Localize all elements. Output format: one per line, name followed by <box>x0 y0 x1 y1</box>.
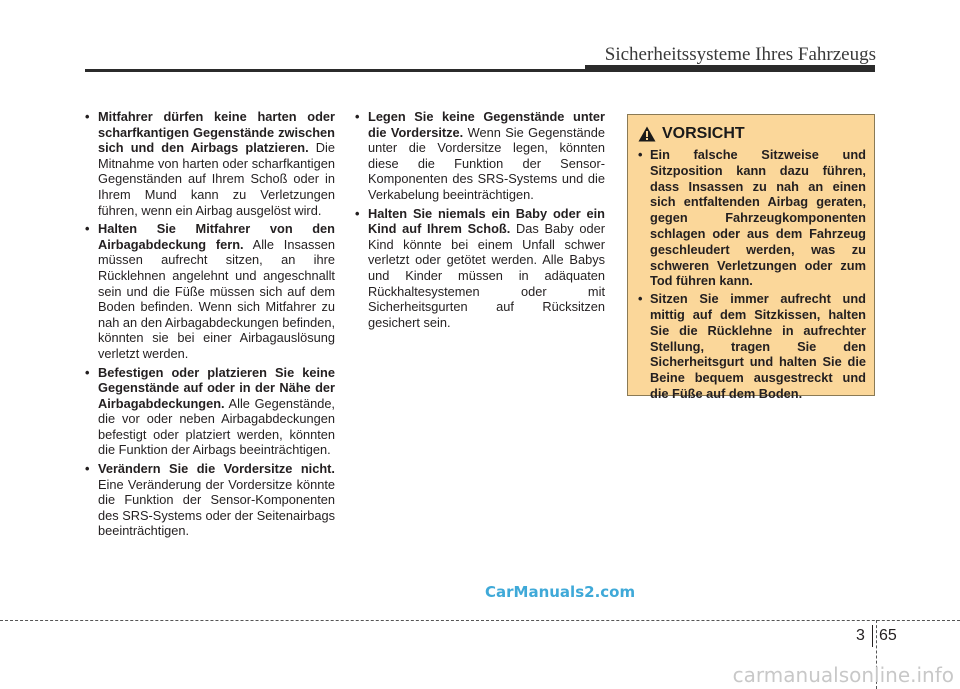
bullet-dot: • <box>355 109 360 124</box>
page-number: 65 <box>879 627 897 644</box>
bullet-dot: • <box>85 109 90 124</box>
watermark-link[interactable]: CarManuals2.com <box>485 583 636 601</box>
bullet-heading: Befestigen oder platzieren Sie keine Gegenstände auf oder in der Nähe der Airbagabdeckungen. <box>98 364 335 411</box>
warning-title: VORSICHT <box>662 125 745 142</box>
page-separator <box>872 625 873 647</box>
warning-item <box>638 147 866 289</box>
bullet-text: Das Baby oder Kind könnte bei einem Unfall schwer verletzt oder getötet werden. Alle Babys und Kinder müssen in adäquaten Rückhaltesystemen oder mit Sicherheitsgurten auf Rücksitzen gesichert sein. <box>368 221 605 330</box>
warning-box <box>627 114 875 401</box>
bullet-dot: • <box>638 291 643 307</box>
bullet-heading: Mitfahrer dürfen keine harten oder scharfkantigen Gegenstände zwischen sich und den Airbags platzieren. <box>98 109 335 156</box>
bullet-dot: • <box>85 461 90 477</box>
bullet-item <box>355 109 605 203</box>
header-rule-accent <box>585 65 875 71</box>
bullet-heading: Halten Sie Mitfahrer von den Airbagabdeckung fern. <box>98 221 335 252</box>
warning-text: Sitzen Sie immer aufrecht und mittig auf dem Sitzkissen, halten Sie die Rücklehne in aufrechter Stellung, tragen Sie den Sicherheitsgurt und halten Sie die Beine bequem ausgestreckt und die Füße auf dem Boden. <box>650 291 866 401</box>
bullet-item <box>355 206 605 331</box>
bullet-dot: • <box>355 205 360 221</box>
bullet-text: Die Mitnahme von harten oder scharfkantigen Gegenständen auf Ihrem Schoß oder in Ihrem Mund kann zu Verletzungen führen, wenn ein Airbag ausgelöst wird. <box>98 140 335 218</box>
bullet-heading: Legen Sie keine Gegenstände unter die Vordersitze. <box>368 109 605 140</box>
bullet-item <box>85 461 335 539</box>
bullet-heading: Halten Sie niemals ein Baby oder ein Kind auf Ihrem Schoß. <box>368 205 605 237</box>
left-column <box>85 109 335 542</box>
warning-item <box>638 291 866 402</box>
bullet-text: Alle Gegenstände, die vor oder neben Airbagabdeckungen befestigt oder platziert werden, könnten die Funktion der Airbags beeinträchtigen. <box>98 395 335 458</box>
warning-text: Ein falsche Sitzweise und Sitzposition kann dazu führen, dass Insassen zu nah an einen sich entfaltenden Airbag geraten, gegen Fahrzeugkomponenten schlagen oder aus dem Fahrzeug geschleudert werden, was zu schweren Verletzungen oder zum Tod führen kann. <box>650 147 866 289</box>
footer-rule <box>0 620 960 621</box>
bullet-text: Alle Insassen müssen aufrecht sitzen, an ihre Rücklehnen angelehnt und angeschnallt sein und die Füße müssen sich auf dem Boden befinden. Wenn sich Mitfahrer zu nah an den Airbagabdeckungen befinden, könnten sie bei einer Airbagauslösung verletzt werden. <box>98 236 335 361</box>
bullet-item <box>85 221 335 361</box>
bullet-dot: • <box>638 147 643 162</box>
middle-column <box>355 109 605 333</box>
warning-header <box>638 125 866 143</box>
bullet-item <box>85 109 335 218</box>
bullet-dot: • <box>85 221 90 237</box>
bullet-item <box>85 365 335 459</box>
chapter-number: 3 <box>856 627 865 644</box>
section-title: Sicherheitssysteme Ihres Fahrzeugs <box>604 44 876 65</box>
bullet-heading: Verändern Sie die Vordersitze nicht. <box>98 461 335 477</box>
bullet-dot: • <box>85 364 90 380</box>
bullet-text: Wenn Sie Gegenstände unter die Vordersitze legen, könnten diese die Funktion der Sensor-Komponenten des SRS-Systems und die Verkabelung beeinträchtigen. <box>368 124 605 202</box>
bullet-text: Eine Veränderung der Vordersitze könnte die Funktion der Sensor-Komponenten des SRS-Systems oder der Seitenairbags beeinträchtigen. <box>98 476 335 539</box>
site-watermark: carmanualsonline.info <box>732 663 954 687</box>
warning-triangle-icon <box>638 126 656 142</box>
